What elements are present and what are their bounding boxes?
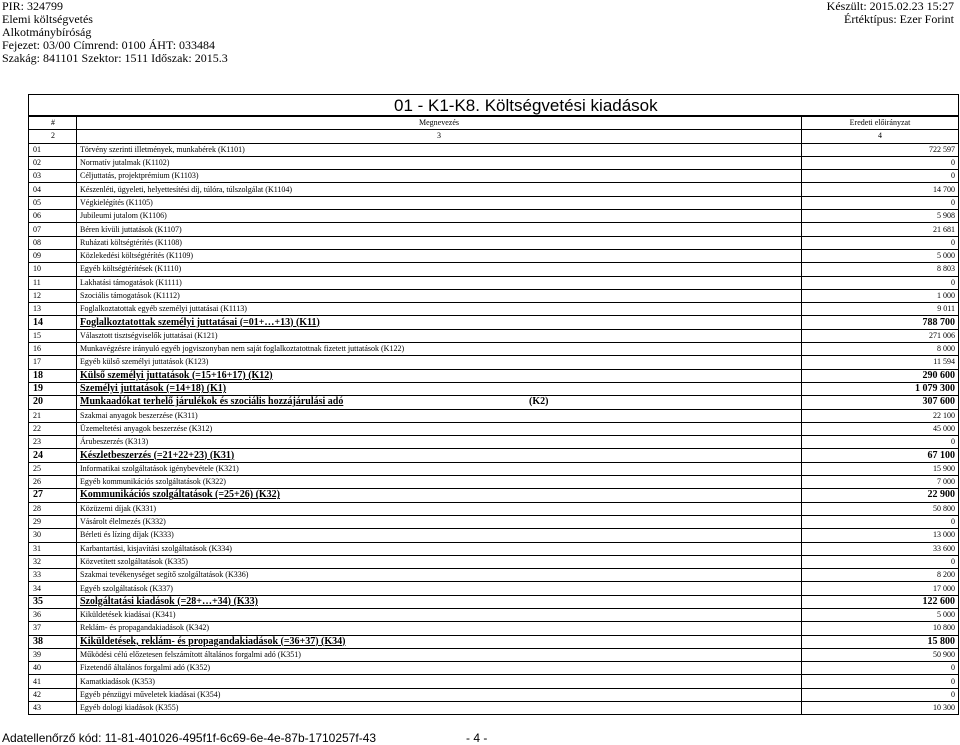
row-name: Szociális támogatások (K1112) <box>77 289 802 302</box>
row-value: 0 <box>802 688 959 701</box>
row-name: Béren kívüli juttatások (K1107) <box>77 223 802 236</box>
row-name: Informatikai szolgáltatások igénybevétele (K321) <box>77 462 802 475</box>
table-row <box>29 303 959 316</box>
row-number: 40 <box>29 662 77 675</box>
table-row <box>29 210 959 223</box>
row-number: 20 <box>29 396 77 409</box>
row-name: Készenléti, ügyeleti, helyettesítési díj, túlóra, túlszolgálat (K1104) <box>77 183 802 196</box>
row-name <box>77 396 802 409</box>
table-row <box>29 276 959 289</box>
row-value: 33 600 <box>802 542 959 555</box>
table-row <box>29 316 959 329</box>
row-number: 26 <box>29 476 77 489</box>
row-name: Bérleti és lízing díjak (K333) <box>77 529 802 542</box>
column-header-value: Eredeti előirányzat <box>802 117 959 130</box>
table-row <box>29 449 959 462</box>
row-name: Üzemeltetési anyagok beszerzése (K312) <box>77 422 802 435</box>
row-value: 67 100 <box>802 449 959 462</box>
row-name: Szakmai anyagok beszerzése (K311) <box>77 409 802 422</box>
row-name: Foglalkoztatottak egyéb személyi juttatásai (K1113) <box>77 303 802 316</box>
row-value: 0 <box>802 196 959 209</box>
row-name: Külső személyi juttatások (=15+16+17) (K12) <box>77 369 802 382</box>
table-row <box>29 688 959 701</box>
row-number: 02 <box>29 156 77 169</box>
table-row <box>29 196 959 209</box>
row-value: 45 000 <box>802 422 959 435</box>
row-value: 290 600 <box>802 369 959 382</box>
report-header-right <box>827 0 954 26</box>
row-number: 12 <box>29 289 77 302</box>
row-value: 50 800 <box>802 502 959 515</box>
row-number: 17 <box>29 356 77 369</box>
table-row <box>29 170 959 183</box>
row-number: 33 <box>29 569 77 582</box>
table-row <box>29 183 959 196</box>
table-subheader-row <box>29 130 959 143</box>
row-name: Ruházati költségtérítés (K1108) <box>77 236 802 249</box>
row-number: 13 <box>29 303 77 316</box>
table-row <box>29 608 959 621</box>
row-name: Reklám- és propagandakiadások (K342) <box>77 622 802 635</box>
row-name: Működési célú előzetesen felszámított általános forgalmi adó (K351) <box>77 648 802 661</box>
institution-label: Alkotmánybíróság <box>2 25 92 39</box>
row-number: 37 <box>29 622 77 635</box>
table-row <box>29 263 959 276</box>
row-value: 13 000 <box>802 529 959 542</box>
row-value: 5 908 <box>802 210 959 223</box>
row-name: Végkielégítés (K1105) <box>77 196 802 209</box>
row-name: Árubeszerzés (K313) <box>77 436 802 449</box>
column-header-number: # <box>29 117 77 130</box>
row-value: 50 900 <box>802 648 959 661</box>
table-row <box>29 702 959 715</box>
row-number: 06 <box>29 210 77 223</box>
report-type-label: Elemi költségvetés <box>2 12 93 26</box>
row-number: 25 <box>29 462 77 475</box>
table-row <box>29 595 959 608</box>
table-row <box>29 462 959 475</box>
row-number: 03 <box>29 170 77 183</box>
row-value: 1 079 300 <box>802 382 959 395</box>
table-row <box>29 502 959 515</box>
row-name: Fizetendő általános forgalmi adó (K352) <box>77 662 802 675</box>
table-row <box>29 529 959 542</box>
table-header-row <box>29 117 959 130</box>
row-number: 08 <box>29 236 77 249</box>
row-value: 8 803 <box>802 263 959 276</box>
row-number: 38 <box>29 635 77 648</box>
row-name: Lakhatási támogatások (K1111) <box>77 276 802 289</box>
row-number: 39 <box>29 648 77 661</box>
row-name: Kommunikációs szolgáltatások (=25+26) (K32) <box>77 489 802 502</box>
row-name: Törvény szerinti illetmények, munkabérek (K1101) <box>77 143 802 156</box>
row-value: 0 <box>802 515 959 528</box>
row-number: 23 <box>29 436 77 449</box>
row-name: Céljuttatás, projektprémium (K1103) <box>77 170 802 183</box>
row-name: Egyéb pénzügyi műveletek kiadásai (K354) <box>77 688 802 701</box>
row-number: 32 <box>29 555 77 568</box>
table-title-bar <box>28 94 959 116</box>
row-name: Közvetített szolgáltatások (K335) <box>77 555 802 568</box>
row-name: Személyi juttatások (=14+18) (K1) <box>77 382 802 395</box>
table-row <box>29 356 959 369</box>
verification-code: Adatellenőrző kód: 11-81-401026-495f1f-6c69-6e-4e-87b-1710257f-43 <box>2 731 377 745</box>
row-name: Közüzemi díjak (K331) <box>77 502 802 515</box>
table-row <box>29 249 959 262</box>
table-row <box>29 143 959 156</box>
row-name: Normatív jutalmak (K1102) <box>77 156 802 169</box>
chapter-label: Fejezet: 03/00 Címrend: 0100 ÁHT: 033484 <box>2 38 216 52</box>
table-row <box>29 476 959 489</box>
row-name: Jubileumi jutalom (K1106) <box>77 210 802 223</box>
row-value: 14 700 <box>802 183 959 196</box>
table-row <box>29 396 959 409</box>
row-value: 22 900 <box>802 489 959 502</box>
row-name: Egyéb költségtérítések (K1110) <box>77 263 802 276</box>
table-row <box>29 662 959 675</box>
table-row <box>29 343 959 356</box>
column-header-name: Megnevezés <box>77 117 802 130</box>
row-number: 36 <box>29 608 77 621</box>
row-value: 0 <box>802 236 959 249</box>
table-title: 01 - K1-K8. Költségvetési kiadások <box>394 96 658 115</box>
table-row <box>29 236 959 249</box>
row-value: 122 600 <box>802 595 959 608</box>
row-number: 30 <box>29 529 77 542</box>
table-row <box>29 622 959 635</box>
row-name: Vásárolt élelmezés (K332) <box>77 515 802 528</box>
row-number: 05 <box>29 196 77 209</box>
row-name: Szolgáltatási kiadások (=28+…+34) (K33) <box>77 595 802 608</box>
row-name: Kiküldetések kiadásai (K341) <box>77 608 802 621</box>
row-name: Egyéb szolgáltatások (K337) <box>77 582 802 595</box>
row-number: 16 <box>29 343 77 356</box>
row-value: 11 594 <box>802 356 959 369</box>
row-name: Egyéb dologi kiadások (K355) <box>77 702 802 715</box>
table-row <box>29 409 959 422</box>
table-row <box>29 675 959 688</box>
column-index-number: 2 <box>29 130 77 143</box>
row-number: 14 <box>29 316 77 329</box>
row-value: 10 300 <box>802 702 959 715</box>
row-value: 0 <box>802 436 959 449</box>
row-name: Kiküldetések, reklám- és propagandakiadások (=36+37) (K34) <box>77 635 802 648</box>
table-row <box>29 582 959 595</box>
table-row <box>29 635 959 648</box>
table-row <box>29 569 959 582</box>
row-number: 15 <box>29 329 77 342</box>
value-type-label: Értéktípus: Ezer Forint <box>844 12 954 26</box>
row-number: 21 <box>29 409 77 422</box>
row-name: Választott tisztségviselők juttatásai (K121) <box>77 329 802 342</box>
table-row <box>29 223 959 236</box>
row-number: 35 <box>29 595 77 608</box>
table-row <box>29 289 959 302</box>
row-value: 0 <box>802 662 959 675</box>
table-row <box>29 422 959 435</box>
row-number: 43 <box>29 702 77 715</box>
row-value: 21 681 <box>802 223 959 236</box>
row-value: 15 900 <box>802 462 959 475</box>
row-value: 17 000 <box>802 582 959 595</box>
table-row <box>29 515 959 528</box>
table-row <box>29 542 959 555</box>
row-value: 5 000 <box>802 608 959 621</box>
row-value: 0 <box>802 675 959 688</box>
row-number: 24 <box>29 449 77 462</box>
row-number: 19 <box>29 382 77 395</box>
row-number: 07 <box>29 223 77 236</box>
row-number: 18 <box>29 369 77 382</box>
table-row <box>29 156 959 169</box>
sector-label: Szakág: 841101 Szektor: 1511 Időszak: 2015.3 <box>2 51 228 65</box>
row-name: Egyéb külső személyi juttatások (K123) <box>77 356 802 369</box>
row-number: 11 <box>29 276 77 289</box>
row-value: 0 <box>802 170 959 183</box>
row-number: 31 <box>29 542 77 555</box>
row-value: 0 <box>802 276 959 289</box>
column-index-value: 4 <box>802 130 959 143</box>
row-name: Egyéb kommunikációs szolgáltatások (K322) <box>77 476 802 489</box>
row-name: Munkavégzésre irányuló egyéb jogviszonyban nem saját foglalkoztatottnak fizetett juttatások (K122) <box>77 343 802 356</box>
row-number: 42 <box>29 688 77 701</box>
row-name: Készletbeszerzés (=21+22+23) (K31) <box>77 449 802 462</box>
row-name-text: Munkaadókat terhelő járulékok és szociális hozzájárulási adó <box>80 396 344 408</box>
report-header-left <box>2 0 228 65</box>
row-value: 7 000 <box>802 476 959 489</box>
row-value: 9 011 <box>802 303 959 316</box>
row-number: 41 <box>29 675 77 688</box>
row-value: 271 006 <box>802 329 959 342</box>
row-value: 15 800 <box>802 635 959 648</box>
row-code: (K2) <box>529 396 549 408</box>
row-value: 307 600 <box>802 396 959 409</box>
page-number: - 4 - <box>466 731 488 745</box>
row-number: 29 <box>29 515 77 528</box>
row-value: 8 200 <box>802 569 959 582</box>
row-number: 04 <box>29 183 77 196</box>
row-number: 01 <box>29 143 77 156</box>
row-name: Kamatkiadások (K353) <box>77 675 802 688</box>
row-value: 5 000 <box>802 249 959 262</box>
row-number: 34 <box>29 582 77 595</box>
row-number: 22 <box>29 422 77 435</box>
row-value: 10 800 <box>802 622 959 635</box>
table-row <box>29 382 959 395</box>
row-number: 28 <box>29 502 77 515</box>
row-value: 8 000 <box>802 343 959 356</box>
created-label: Készült: 2015.02.23 15:27 <box>826 0 954 13</box>
row-value: 1 000 <box>802 289 959 302</box>
table-row <box>29 489 959 502</box>
column-index-name: 3 <box>77 130 802 143</box>
row-name: Karbantartási, kisjavítási szolgáltatások (K334) <box>77 542 802 555</box>
pir-label: PIR: 324799 <box>2 0 64 13</box>
row-number: 10 <box>29 263 77 276</box>
row-value: 788 700 <box>802 316 959 329</box>
row-name: Közlekedési költségtérítés (K1109) <box>77 249 802 262</box>
table-row <box>29 648 959 661</box>
table-row <box>29 329 959 342</box>
row-value: 22 100 <box>802 409 959 422</box>
table-row <box>29 369 959 382</box>
expenditure-table <box>28 116 959 715</box>
row-number: 27 <box>29 489 77 502</box>
table-row <box>29 555 959 568</box>
row-number: 09 <box>29 249 77 262</box>
row-value: 0 <box>802 555 959 568</box>
table-row <box>29 436 959 449</box>
row-name: Foglalkoztatottak személyi juttatásai (=01+…+13) (K11) <box>77 316 802 329</box>
row-name: Szakmai tevékenységet segítő szolgáltatások (K336) <box>77 569 802 582</box>
row-value: 0 <box>802 156 959 169</box>
row-value: 722 597 <box>802 143 959 156</box>
